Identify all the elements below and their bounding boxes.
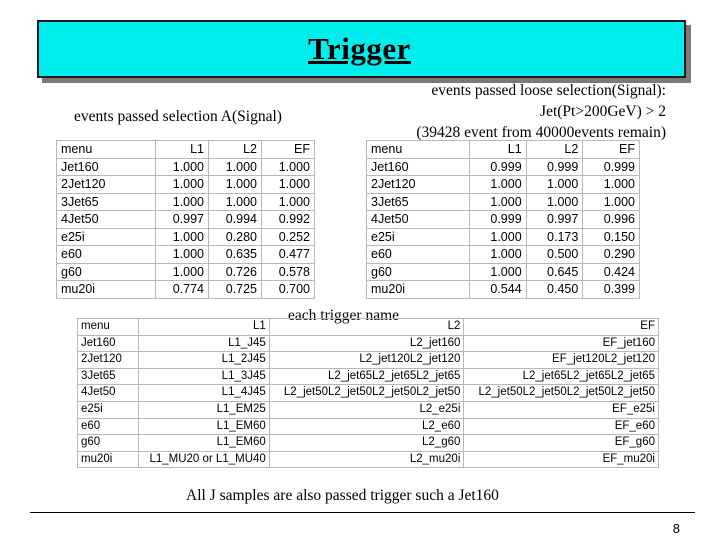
loose-selection-caption	[374, 80, 666, 143]
table-cell: 0.252	[262, 228, 315, 246]
table-cell: 2Jet120	[57, 176, 156, 194]
table-cell: 0.999	[470, 158, 527, 176]
table-cell: 1.000	[209, 158, 262, 176]
table-cell: 1.000	[156, 228, 209, 246]
selection-a-caption: events passed selection A(Signal)	[74, 108, 282, 125]
table-cell: 0.450	[526, 281, 583, 299]
table-row	[78, 368, 659, 385]
table-cell: 1.000	[526, 176, 583, 194]
table-row	[57, 193, 315, 211]
table-cell: 0.544	[470, 281, 527, 299]
table-row	[78, 385, 659, 402]
table-cell: 0.725	[209, 281, 262, 299]
table-cell: L1_J45	[139, 335, 270, 352]
table-cell: 1.000	[156, 158, 209, 176]
table-cell: 0.399	[583, 281, 640, 299]
column-header: L2	[209, 141, 262, 159]
page-number: 8	[672, 521, 680, 536]
table-row	[78, 435, 659, 452]
footer-note: All J samples are also passed trigger such a Jet160	[186, 487, 499, 504]
column-header: L1	[139, 319, 270, 336]
table-cell: 0.700	[262, 281, 315, 299]
table-row	[78, 352, 659, 369]
table-cell: 1.000	[470, 228, 527, 246]
footer-divider	[30, 512, 695, 513]
table-cell: 1.000	[526, 193, 583, 211]
column-header: L2	[269, 319, 464, 336]
table-cell: 0.424	[583, 263, 640, 281]
loose-selection-table	[366, 140, 640, 299]
table-cell: L1_2J45	[139, 352, 270, 369]
table-cell: 1.000	[470, 193, 527, 211]
table-cell: L2_e25i	[269, 401, 464, 418]
table-cell: g60	[78, 435, 139, 452]
table-cell: L2_jet50L2_jet50L2_jet50L2_jet50	[464, 385, 659, 402]
table-header-row	[78, 319, 659, 336]
table-cell: 0.999	[583, 158, 640, 176]
column-header: menu	[78, 319, 139, 336]
table-cell: 0.150	[583, 228, 640, 246]
table-cell: 3Jet65	[367, 193, 470, 211]
table-cell: 0.997	[156, 211, 209, 229]
table-cell: 1.000	[262, 158, 315, 176]
table-cell: e25i	[367, 228, 470, 246]
table-cell: 0.997	[526, 211, 583, 229]
table-cell: L2_mu20i	[269, 451, 464, 468]
table-cell: Jet160	[57, 158, 156, 176]
table-cell: L2_jet65L2_jet65L2_jet65	[269, 368, 464, 385]
loose-caption-line-1: events passed loose selection(Signal):	[431, 82, 666, 99]
table-cell: L2_jet160	[269, 335, 464, 352]
table-header-row	[57, 141, 315, 159]
table-cell: 0.999	[470, 211, 527, 229]
table-row	[57, 246, 315, 264]
table-row	[367, 246, 640, 264]
table-cell: mu20i	[367, 281, 470, 299]
table-cell: 0.726	[209, 263, 262, 281]
table-cell: 1.000	[262, 193, 315, 211]
selection-a-table	[56, 140, 315, 299]
trigger-names-table	[77, 318, 659, 468]
column-header: L2	[526, 141, 583, 159]
table-cell: 0.477	[262, 246, 315, 264]
table-row	[367, 281, 640, 299]
loose-caption-line-3: (39428 event from 40000events remain)	[416, 124, 666, 141]
table-cell: Jet160	[367, 158, 470, 176]
table-cell: e25i	[78, 401, 139, 418]
table-row	[57, 228, 315, 246]
table-row	[367, 193, 640, 211]
table-cell: 0.994	[209, 211, 262, 229]
table-cell: L1_3J45	[139, 368, 270, 385]
table-cell: L2_jet120L2_jet120	[269, 352, 464, 369]
table-cell: EF_e60	[464, 418, 659, 435]
table-cell: 0.578	[262, 263, 315, 281]
table-cell: 1.000	[583, 176, 640, 194]
table-cell: 1.000	[262, 176, 315, 194]
table-cell: 1.000	[156, 193, 209, 211]
table-cell: 4Jet50	[367, 211, 470, 229]
column-header: L1	[470, 141, 527, 159]
table-cell: L2_e60	[269, 418, 464, 435]
column-header: EF	[262, 141, 315, 159]
table-row	[78, 418, 659, 435]
table-cell: EF_e25i	[464, 401, 659, 418]
table-cell: 2Jet120	[78, 352, 139, 369]
table-cell: L2_jet50L2_jet50L2_jet50L2_jet50	[269, 385, 464, 402]
table-row	[367, 176, 640, 194]
table-row	[57, 176, 315, 194]
table-cell: 0.500	[526, 246, 583, 264]
table-cell: L1_EM60	[139, 418, 270, 435]
table-cell: 0.996	[583, 211, 640, 229]
table-cell: 1.000	[470, 246, 527, 264]
table-cell: 0.999	[526, 158, 583, 176]
table-cell: e60	[78, 418, 139, 435]
table-row	[57, 263, 315, 281]
trigger-names-caption: each trigger name	[288, 307, 400, 324]
table-cell: L1_EM25	[139, 401, 270, 418]
table-cell: L2_g60	[269, 435, 464, 452]
table-cell: 0.280	[209, 228, 262, 246]
table-cell: 3Jet65	[78, 368, 139, 385]
table-cell: mu20i	[57, 281, 156, 299]
table-cell: 2Jet120	[367, 176, 470, 194]
slide-title: Trigger	[308, 31, 411, 66]
table-cell: L1_MU20 or L1_MU40	[139, 451, 270, 468]
table-cell: 0.645	[526, 263, 583, 281]
table-cell: e25i	[57, 228, 156, 246]
table-row	[78, 401, 659, 418]
table-cell: 1.000	[209, 193, 262, 211]
table-cell: 0.173	[526, 228, 583, 246]
table-row	[78, 335, 659, 352]
column-header: EF	[583, 141, 640, 159]
table-cell: L2_jet65L2_jet65L2_jet65	[464, 368, 659, 385]
table-cell: 1.000	[470, 176, 527, 194]
table-cell: e60	[57, 246, 156, 264]
table-cell: EF_jet120L2_jet120	[464, 352, 659, 369]
table-cell: 1.000	[156, 246, 209, 264]
table-cell: e60	[367, 246, 470, 264]
loose-caption-line-2: Jet(Pt>200GeV) > 2	[540, 103, 666, 120]
table-cell: g60	[367, 263, 470, 281]
table-cell: 1.000	[156, 176, 209, 194]
table-cell: 4Jet50	[57, 211, 156, 229]
table-row	[57, 211, 315, 229]
table-cell: L1_EM60	[139, 435, 270, 452]
table-cell: EF_g60	[464, 435, 659, 452]
table-cell: 4Jet50	[78, 385, 139, 402]
table-header-row	[367, 141, 640, 159]
table-cell: 1.000	[209, 176, 262, 194]
table-cell: Jet160	[78, 335, 139, 352]
table-row	[57, 158, 315, 176]
table-row	[367, 263, 640, 281]
table-cell: 0.774	[156, 281, 209, 299]
column-header: menu	[367, 141, 470, 159]
table-cell: EF_mu20i	[464, 451, 659, 468]
table-cell: g60	[57, 263, 156, 281]
table-row	[367, 211, 640, 229]
column-header: EF	[464, 319, 659, 336]
title-banner	[37, 20, 686, 78]
table-row	[367, 228, 640, 246]
table-cell: 0.290	[583, 246, 640, 264]
table-cell: 0.635	[209, 246, 262, 264]
table-cell: 0.992	[262, 211, 315, 229]
table-cell: 1.000	[470, 263, 527, 281]
column-header: L1	[156, 141, 209, 159]
table-cell: 3Jet65	[57, 193, 156, 211]
table-cell: EF_jet160	[464, 335, 659, 352]
table-cell: mu20i	[78, 451, 139, 468]
table-row	[57, 281, 315, 299]
table-row	[367, 158, 640, 176]
table-cell: 1.000	[156, 263, 209, 281]
table-cell: 1.000	[583, 193, 640, 211]
table-cell: L1_4J45	[139, 385, 270, 402]
column-header: menu	[57, 141, 156, 159]
table-row	[78, 451, 659, 468]
